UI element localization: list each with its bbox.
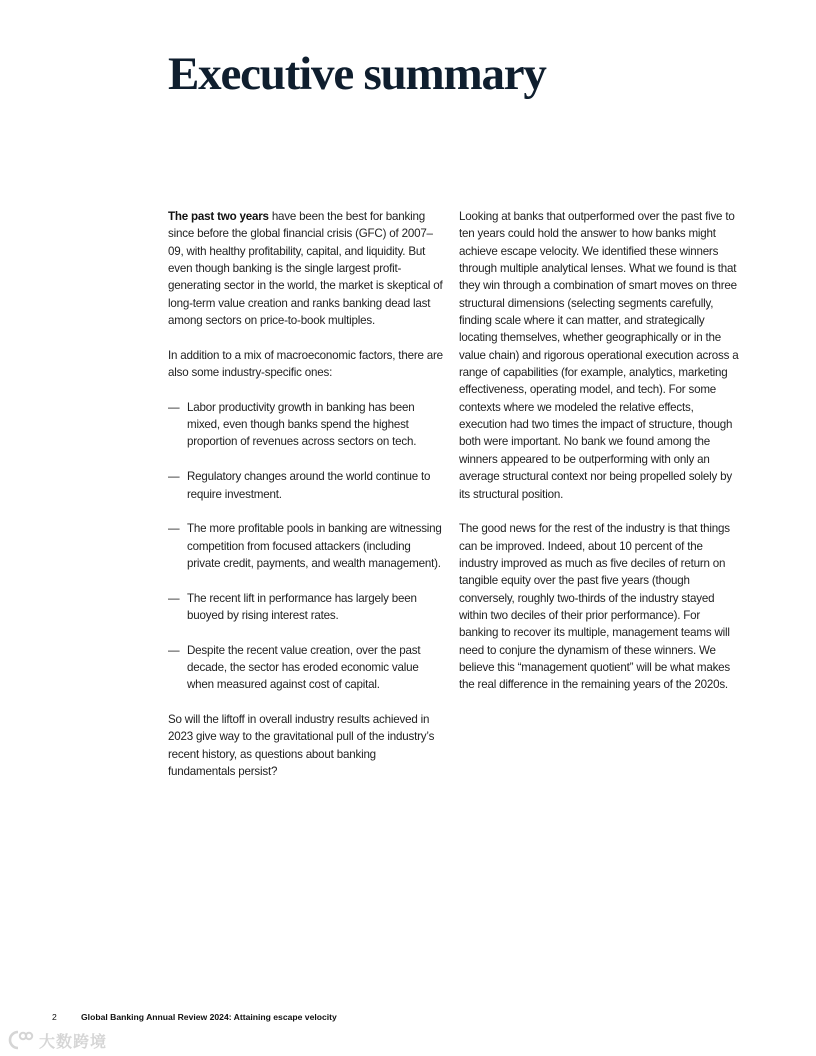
factors-intro: In addition to a mix of macroeconomic factors, there are also some industry-specific ones: [168, 348, 443, 380]
closing-question: So will the liftoff in overall industry results achieved in 2023 give way to the gravitational pull of the industry’s recent history, as questions about banking fundamentals persist? [168, 712, 435, 778]
winners-paragraph: Looking at banks that outperformed over the past five to ten years could hold the answer to how banks might achieve escape velocity. We identified these winners through multiple analytical lenses. What we found is that they win through a combination of smart moves on three structural dimensions (selecting segments carefully, finding scale where it can matter, and strategically locating themselves, whether geographically or in the value chain) and rigorous operational execution across a range of capabilities (for example, analytics, marketing effectiveness, operating model, and tech). For some contexts where we modeled the relative effects, execution had two times the impact of structure, though both were important. No bank we found among the winners appeared to be outperforming with only an average structural context nor being propelled solely by its structural position. [459, 210, 739, 501]
right-column [459, 208, 739, 711]
intro-lead: The past two years [168, 210, 269, 223]
dash-marker: — [168, 522, 180, 536]
list-item [168, 399, 444, 451]
watermark-logo-icon [6, 1029, 36, 1051]
list-item-text: Despite the recent value creation, over the past decade, the sector has eroded economic value when measured against cost of capital. [187, 643, 421, 692]
list-item [168, 520, 444, 572]
list-item [168, 590, 444, 625]
list-item [168, 468, 444, 503]
dash-marker: — [168, 400, 180, 414]
dash-marker: — [168, 643, 180, 657]
page-number: 2 [52, 1012, 57, 1022]
list-item-text: Regulatory changes around the world continue to require investment. [187, 470, 431, 501]
watermark [6, 1028, 107, 1052]
watermark-text: 大数跨境 [39, 1033, 108, 1051]
dash-marker: — [168, 591, 180, 605]
list-item-text: Labor productivity growth in banking has been mixed, even though banks spend the highest proportion of revenues across sectors on tech. [187, 400, 417, 449]
list-item [168, 642, 444, 694]
good-news-paragraph: The good news for the rest of the industry is that things can be improved. Indeed, about 10 percent of the industry improved as much as five deciles of return on tangible equity over the past five years (though conversely, roughly two-thirds of the industry stayed within two deciles of their prior performance). For banking to recover its multiple, management teams will need to conjure the dynamism of these winners. We believe this “management quotient” will be what makes the real difference in the remaining years of the 2020s. [459, 522, 731, 692]
list-item-text: The recent lift in performance has largely been buoyed by rising interest rates. [187, 591, 417, 622]
factor-list [168, 399, 444, 694]
dash-marker: — [168, 470, 180, 484]
intro-text: have been the best for banking since before the global financial crisis (GFC) of 2007–09, with healthy profitability, capital, and liquidity. But even though banking is the single largest profit-generating sector in the world, the market is skeptical of long-term value creation and ranks banking dead last among sectors on price-to-book multiples. [168, 210, 443, 328]
page-title: Executive summary [168, 48, 546, 100]
left-column [168, 208, 444, 798]
list-item-text: The more profitable pools in banking are witnessing competition from focused attackers (including private credit, payments, and wealth management). [187, 522, 442, 570]
publication-title: Global Banking Annual Review 2024: Attaining escape velocity [81, 1012, 337, 1022]
intro-paragraph [168, 208, 444, 329]
